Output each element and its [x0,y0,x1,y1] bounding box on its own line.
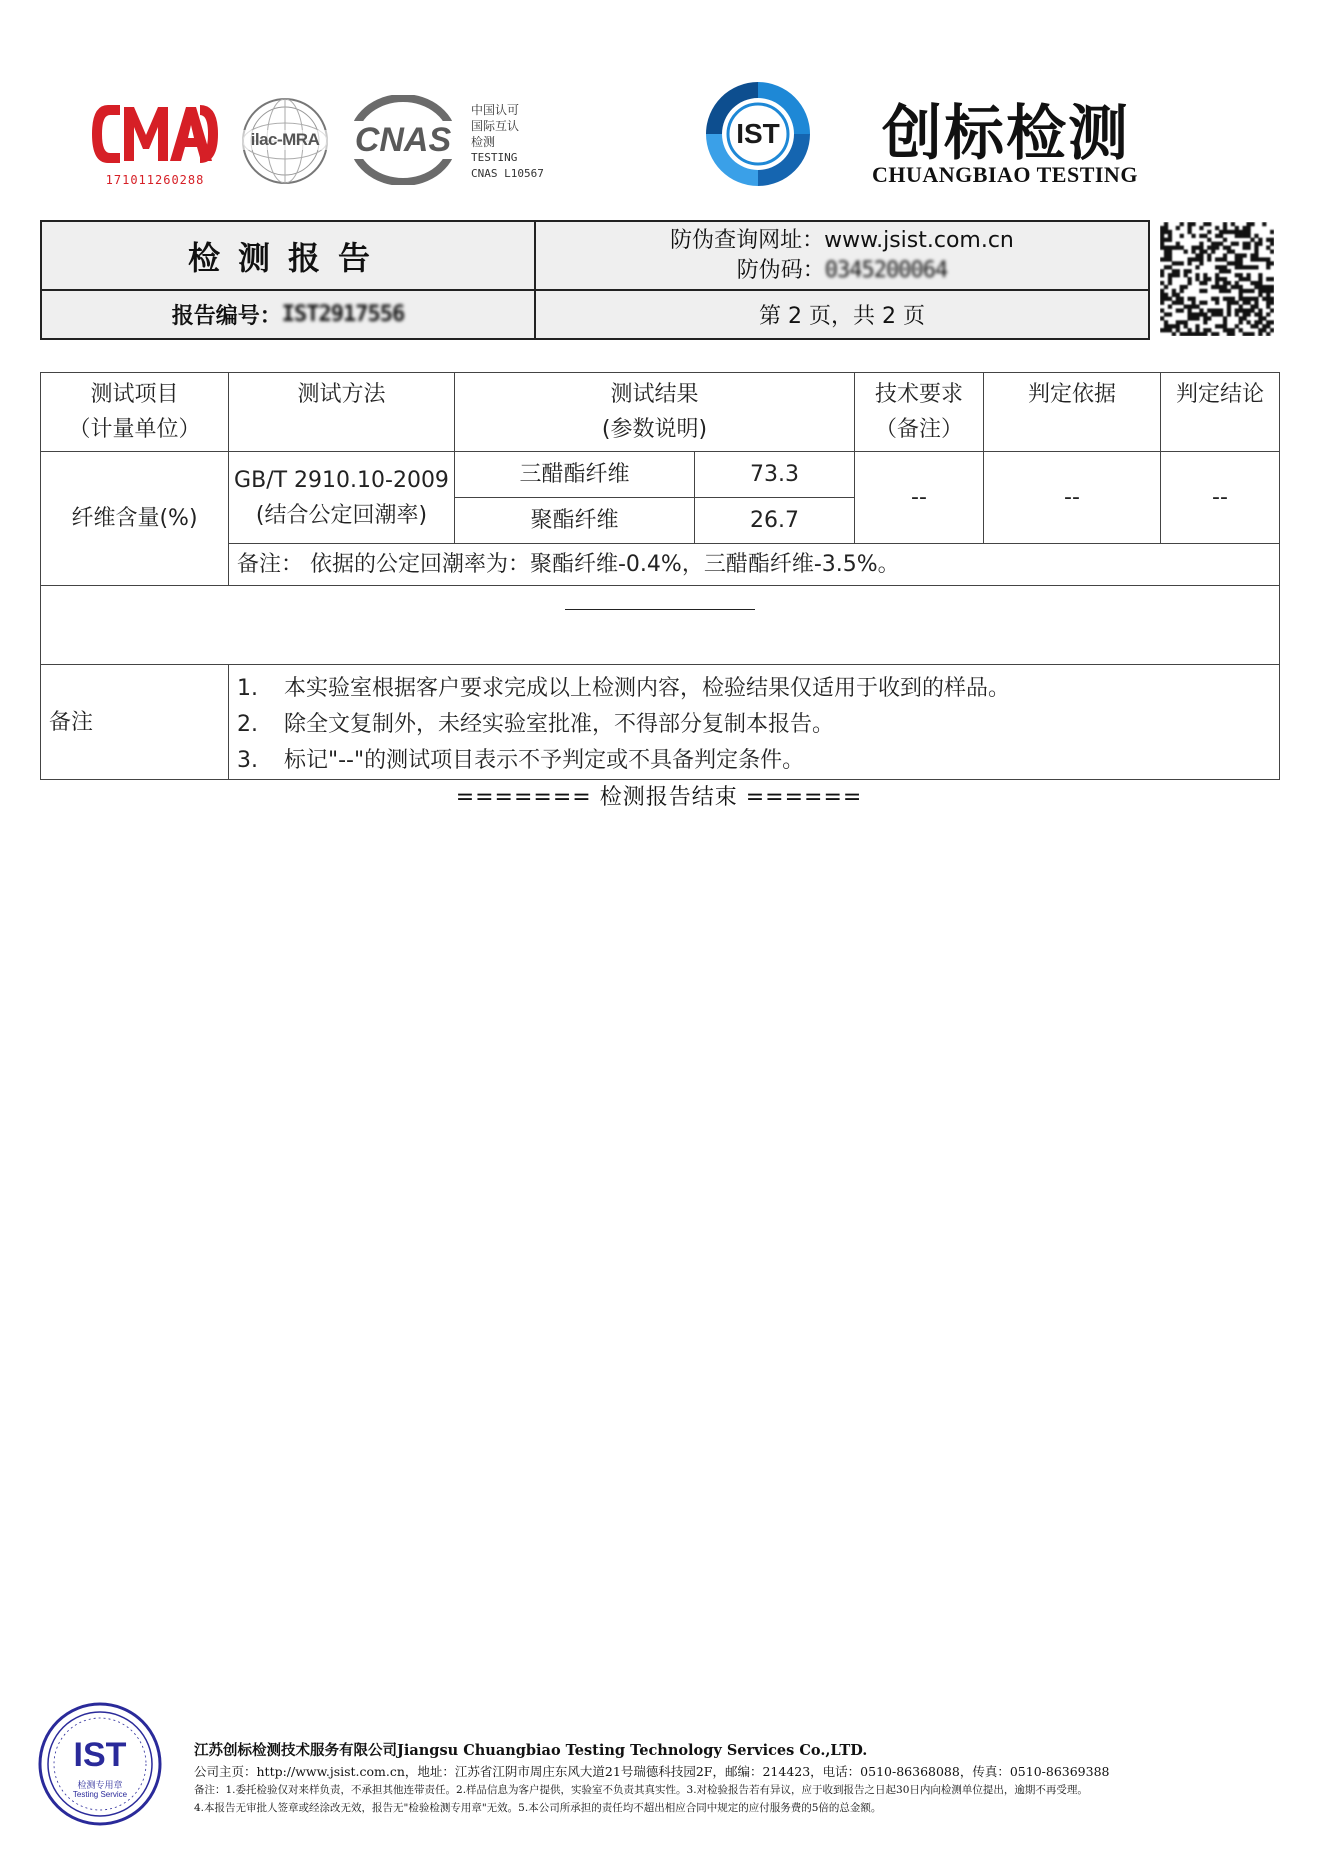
report-number [42,291,536,338]
qr-code-icon [1160,222,1274,336]
conclusion-value: -- [1161,452,1280,544]
header-requirement-line: （备注） [874,417,963,442]
report-title: 检测报告 [42,222,536,291]
result-name: 聚酯纤维 [455,498,695,544]
result-name: 三醋酯纤维 [455,452,695,498]
method-note: (结合公定回潮率) [255,502,428,528]
footer-note: 4.本报告无审批人签章或经涂改无效，报告无"检验检测专用章"无效。5.本公司所承担的责任均不超出相应合同中规定的应付服务费的5倍的总金额。 [194,1802,882,1814]
report-number-value: IST2917556 [281,302,405,327]
verify-info [536,222,1148,291]
verify-code-line [737,256,947,286]
report-end-marker: ======= 检测报告结束 ====== [455,785,863,810]
cnas-caption [471,102,581,182]
ilac-label: ilac-MRA [240,130,330,150]
cnas-line: 国际互认 [471,119,520,133]
test-results-table [40,372,1280,780]
list-item [237,671,1279,707]
result-value: 73.3 [695,452,855,498]
requirement-value: -- [855,452,984,544]
verify-url[interactable]: www.jsist.com.cn [824,227,1014,253]
cnas-logo [343,95,463,185]
ilac-mra-logo [240,96,330,186]
notes-row [41,665,1280,780]
company-seal [36,1700,164,1828]
divider-line [565,609,755,610]
cnas-line: TESTING [471,151,518,164]
header-result [455,373,855,452]
header-result-line: (参数说明) [601,417,708,442]
result-value: 26.7 [695,498,855,544]
header-item-line: （计量单位） [68,417,201,442]
cma-logo [88,95,222,191]
verify-url-label: 防伪查询网址： [670,227,825,253]
note-text: 除全文复制外，未经实验室批准，不得部分复制本报告。 [284,712,835,737]
divider-cell [41,586,1280,665]
seal-text: IST [73,1736,127,1774]
verify-url-line [670,226,1014,256]
method-cell [229,452,455,544]
header-item-line: 测试项目 [90,382,179,407]
header-result-line: 测试结果 [610,382,699,407]
cnas-code: CNAS L10567 [471,167,544,180]
header-item [41,373,229,452]
note-text: 本实验室根据客户要求完成以上检测内容，检验结果仅适用于收到的样品。 [284,676,1011,701]
header-conclusion: 判定结论 [1161,373,1280,452]
ist-logo-text: IST [736,118,780,149]
table-row [41,452,1280,498]
footer-address: 公司主页：http://www.jsist.com.cn，地址：江苏省江阴市周庄东风大道21号瑞德科技园2F，邮编：214423，电话：0510-86368088，传真：0510-86369388 [194,1764,1110,1779]
brand-name-en: CHUANGBIAO TESTING [872,162,1138,187]
divider-row [41,586,1280,665]
report-header-box [40,220,1150,340]
basis-value: -- [984,452,1161,544]
cnas-logo-text: CNAS [343,121,463,159]
verify-code-label: 防伪码： [736,257,825,283]
notes-label: 备注 [41,665,229,780]
report-number-label: 报告编号： [171,304,282,329]
list-item [237,707,1279,743]
footer-company: 江苏创标检测技术服务有限公司Jiangsu Chuangbiao Testing Technology Services Co.,LTD. [194,1742,868,1759]
seal-subtext: 检测专用章 [77,1781,123,1791]
qr-code[interactable] [1160,222,1274,336]
item-name: 纤维含量(%) [41,452,229,586]
table-header-row [41,373,1280,452]
note-number: 2. [237,712,258,737]
footer-note: 备注：1.委托检验仅对来样负责，不承担其他连带责任。2.样品信息为客户提供，实验室不负责其真实性。3.对检验报告若有异议，应于收到报告之日起30日内向检测单位提出，逾期不再受理。 [194,1784,1088,1796]
list-item [237,743,1279,779]
footer [194,1740,1274,1817]
cnas-line: 中国认可 [471,103,520,117]
note-text: 标记"--"的测试项目表示不予判定或不具备判定条件。 [284,748,805,773]
header-requirement [855,373,984,452]
page-info: 第 2 页，共 2 页 [759,304,925,329]
cma-mark-icon [88,95,222,173]
cnas-line: 检测 [471,135,496,149]
header-basis: 判定依据 [984,373,1161,452]
seal-en: Testing Service [72,1790,128,1799]
note-number: 1. [237,676,258,701]
ist-logo [698,74,818,194]
brand-name-cn: 创标检测 [882,99,1130,169]
cma-number: 171011260288 [105,173,205,187]
header-requirement-line: 技术要求 [874,382,963,407]
note-number: 3. [237,748,258,773]
notes-list [229,665,1279,779]
notes-cell [229,665,1280,780]
method-standard: GB/T 2910.10-2009 [234,467,449,493]
verify-code: 0345200064 [824,257,948,283]
header-method: 测试方法 [229,373,455,452]
row-remark: 备注： 依据的公定回潮率为：聚酯纤维-0.4%，三醋酯纤维-3.5%。 [229,544,1280,586]
